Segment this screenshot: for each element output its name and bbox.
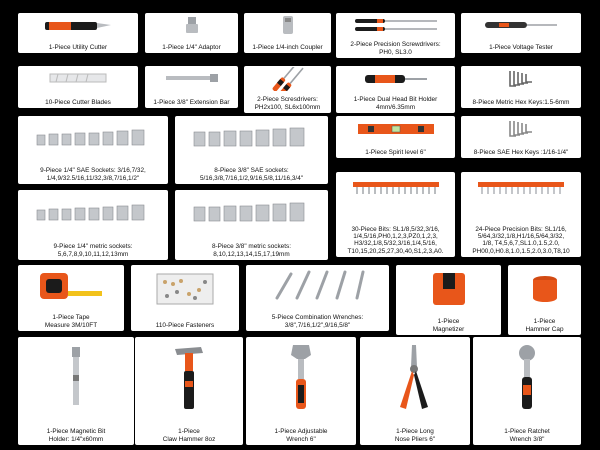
caption: 30-Piece Bits: SL1/8,5/32,3/16, 1/4,5/16,PH0,1,2,3,PZ0,1,2,3, H3/32,1/8,5/32,3/16,1/4,5/16, T10,15,20,25,27,30,40,S1,2,3,A0. <box>347 225 444 255</box>
ratchet-icon <box>473 337 581 417</box>
magnetizer-icon <box>396 265 501 311</box>
caption: 1-Piece 1/4-inch Coupler <box>252 43 323 51</box>
caption: 8-Piece 3/8" SAE sockets: 5/16,3/8,7/16,1/2,9/16,5/8,11/16,3/4" <box>199 167 304 182</box>
card-utility-cutter <box>18 13 138 53</box>
caption: 1-Piece Tape Measure 3M/10FT <box>44 314 98 329</box>
card-sae-sockets-14 <box>18 116 168 184</box>
card-precision-screwdrivers <box>336 13 455 58</box>
sockets-icon <box>175 190 328 232</box>
caption: 1-Piece 1/4" Adaptor <box>162 43 221 51</box>
caption: 1-Piece 3/8" Extension Bar <box>153 98 230 106</box>
card-sae-sockets-38 <box>175 116 328 184</box>
caption: 1-Piece Voltage Tester <box>489 43 553 51</box>
cutter-blades-icon <box>18 66 138 90</box>
spirit-level-icon <box>336 116 455 142</box>
caption: 8-Piece Metric Hex Keys:1.5-6mm <box>472 98 570 106</box>
caption: 8-Piece 3/8" metric sockets: 8,10,12,13,14,15,17,19mm <box>212 243 291 258</box>
card-bit-holder <box>336 66 455 113</box>
adaptor-icon <box>145 13 238 37</box>
caption: 110-Piece Fasteners <box>155 321 215 329</box>
sockets-icon <box>175 116 328 156</box>
card-claw-hammer <box>135 337 243 445</box>
caption: 1-Piece Dual Head Bit Holder 4mm/6.35mm <box>353 96 438 111</box>
card-magnetic-bit-holder <box>18 337 134 445</box>
card-cutter-blades <box>18 66 138 108</box>
card-nose-pliers <box>360 337 470 445</box>
caption: 1-Piece Spirit level 6" <box>365 148 426 156</box>
caption: 1-Piece Magnetizer <box>432 318 465 333</box>
card-adaptor <box>145 13 238 53</box>
sockets-icon <box>18 190 168 232</box>
caption: 9-Piece 1/4" SAE Sockets: 3/16,7/32, 1/4,9/32.5/16,11/32,3/8,7/16,1/2" <box>40 167 146 182</box>
card-coupler <box>244 13 331 53</box>
caption: 24-Piece Precision Bits: SL1/16, 5/64,3/32,1/8,H1/16,5/64,3/32, 1/8, T4,5,6,7,SL1.0,1.5,2.0, PH00,0,H0.8,1.0,1.5,2.0,3.0,T8,10 <box>472 225 570 255</box>
magnetic-bit-holder-icon <box>18 337 134 417</box>
hammer-cap-icon <box>508 265 581 311</box>
card-metric-sockets-14 <box>18 190 168 260</box>
card-ratchet-wrench <box>473 337 581 445</box>
hex-keys-icon <box>461 66 581 92</box>
card-spirit-level <box>336 116 455 158</box>
caption: 2-Piece Scresdrivers: PH2x100, SL6x100mm <box>254 96 321 111</box>
card-adjustable-wrench <box>246 337 356 445</box>
pliers-icon <box>360 337 470 417</box>
card-metric-sockets-38 <box>175 190 328 260</box>
caption: 1-Piece Long Nose Pliers 6" <box>394 428 436 443</box>
bits-icon <box>336 172 455 204</box>
voltage-tester-icon <box>461 13 581 37</box>
coupler-icon <box>244 13 331 37</box>
fasteners-box-icon <box>131 265 239 311</box>
card-fasteners <box>131 265 239 331</box>
caption: 1-Piece Hammer Cap <box>525 318 564 333</box>
card-sae-hex-keys <box>461 116 581 158</box>
card-metric-hex-keys <box>461 66 581 108</box>
adjustable-wrench-icon <box>246 337 356 417</box>
caption: 9-Piece 1/4" metric sockets: 5,6,7,8,9,10,11,12,13mm <box>53 243 133 258</box>
card-combination-wrenches <box>246 265 389 331</box>
caption: 5-Piece Combination Wrenches: 3/8",7/16,1/2",9/16,5/8" <box>271 314 364 329</box>
caption: 1-Piece Adjustable Wrench 6" <box>274 428 328 443</box>
tape-measure-icon <box>18 265 124 307</box>
wrenches-icon <box>246 265 389 305</box>
precision-screwdriver-icon <box>336 13 455 37</box>
caption: 2-Piece Precision Screwdrivers: PH0, SL3.0 <box>350 41 441 56</box>
bits-icon <box>461 172 581 204</box>
card-hammer-cap <box>508 265 581 335</box>
card-precision-bits-24 <box>461 172 581 257</box>
card-extension-bar <box>145 66 238 108</box>
card-bits-30 <box>336 172 455 257</box>
card-tape-measure <box>18 265 124 331</box>
caption: 1-Piece Ratchet Wrench 3/8" <box>504 428 550 443</box>
caption: 8-Piece SAE Hex Keys :1/16-1/4" <box>473 148 569 156</box>
card-voltage-tester <box>461 13 581 53</box>
sockets-icon <box>18 116 168 156</box>
screwdriver-icon <box>244 66 331 92</box>
card-screwdrivers <box>244 66 331 113</box>
utility-cutter-icon <box>18 13 138 37</box>
bit-holder-icon <box>336 66 455 92</box>
caption: 1-Piece Utility Cutter <box>48 43 108 51</box>
caption: 1-Piece Claw Hammer 8oz <box>162 428 216 443</box>
claw-hammer-icon <box>135 337 243 417</box>
caption: 1-Piece Magnetic Bit Holder: 1/4"x60mm <box>46 428 106 443</box>
caption: 10-Piece Cutter Blades <box>45 98 111 106</box>
extension-bar-icon <box>145 66 238 90</box>
hex-keys-icon <box>461 116 581 142</box>
card-magnetizer <box>396 265 501 335</box>
